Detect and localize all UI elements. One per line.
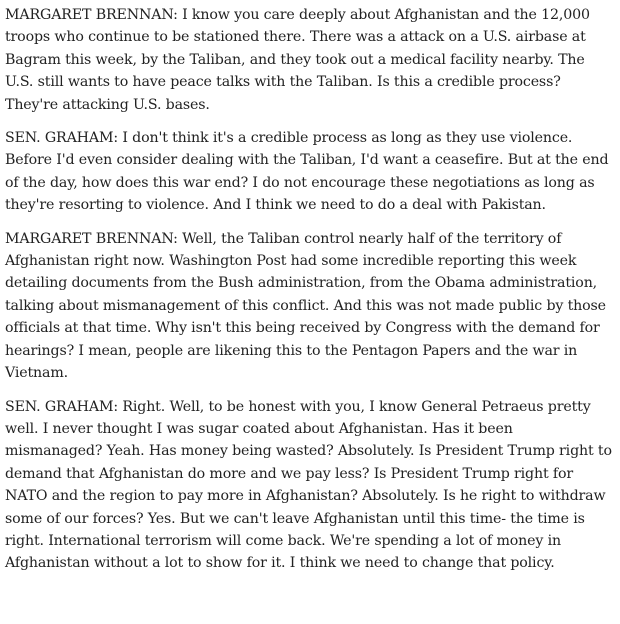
transcript-paragraph-brennan-2: MARGARET BRENNAN: Well, the Taliban control nearly half of the territory of Afghanistan right now. Washington Post had some incredible reporting this week detailing documents from the Bush administration, from the Obama administration, talking about mismanagement of this conflict. And this was not made public by those officials at that time. Why isn't this being received by Congress with the demand for hearings? I mean, people are likening this to the Pentagon Papers and the war in Vietnam. (5, 230, 606, 382)
transcript-paragraph-brennan-1: MARGARET BRENNAN: I know you care deeply about Afghanistan and the 12,000 troops who continue to be stationed there. There was a attack on a U.S. airbase at Bagram this week, by the Taliban, and they took out a medical facility nearby. The U.S. still wants to have peace talks with the Taliban. Is this a credible process? They're attacking U.S. bases. (5, 7, 590, 113)
transcript-paragraph-graham-1: SEN. GRAHAM: I don't think it's a credible process as long as they use violence. Before I'd even consider dealing with the Taliban, I'd want a ceasefire. But at the end of the day, how does this war end? I do not encourage these negotiations as long as they're resorting to violence. And I think we need to do a deal with Pakistan. (5, 130, 609, 214)
transcript-paragraph-graham-2: SEN. GRAHAM: Right. Well, to be honest with you, I know General Petraeus pretty well. I never thought I was sugar coated about Afghanistan. Has it been mismanaged? Yeah. Has money being wasted? Absolutely. Is President Trump right to demand that Afghanistan do more and we pay less? Is President Trump right for NATO and the region to pay more in Afghanistan? Absolutely. Is he right to withdraw some of our forces? Yes. But we can't leave Afghanistan until this time- the time is right. International terrorism will come back. We're spending a lot of money in Afghanistan without a lot to show for it. I think we need to change that policy. (5, 398, 612, 572)
